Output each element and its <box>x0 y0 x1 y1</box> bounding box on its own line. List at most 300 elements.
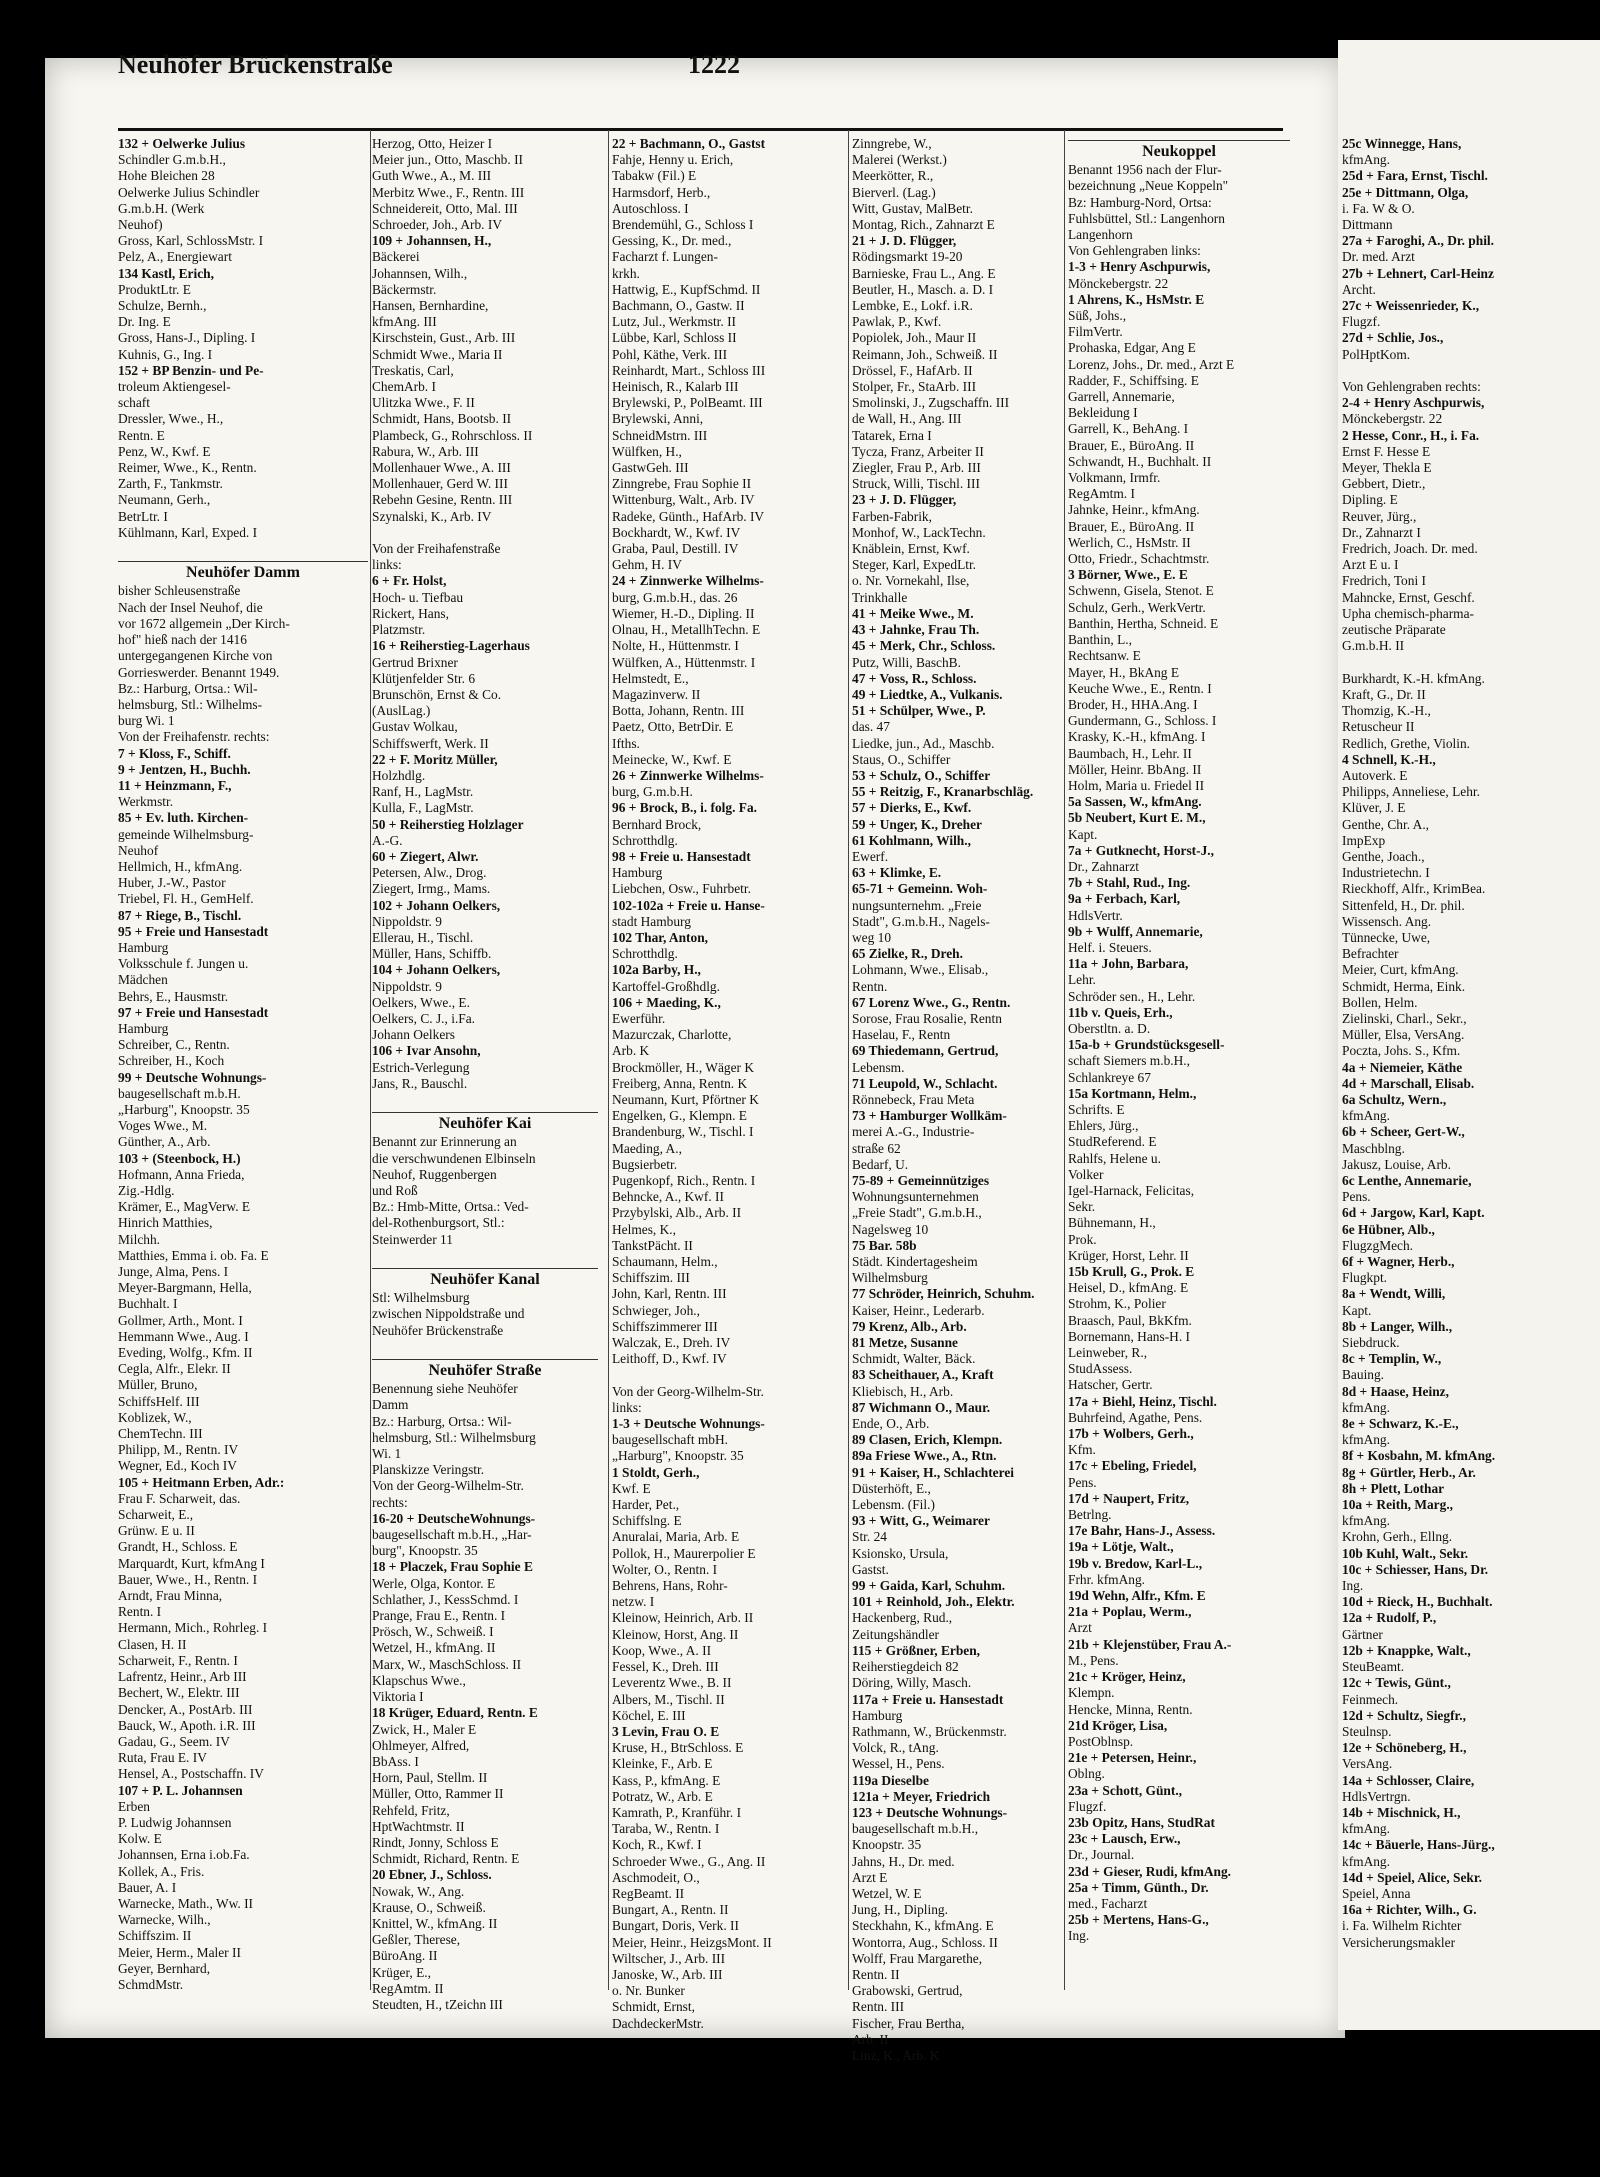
directory-entry-line: Schiffszimmerer III <box>612 1318 718 1334</box>
directory-entry-line: Flugkpt. <box>1342 1270 1388 1286</box>
directory-entry-line: Gross, Karl, SchlossMstr. I <box>118 233 264 249</box>
directory-entry-line: 1-3 + Henry Aschpurwis, <box>1068 259 1211 275</box>
directory-entry-line: Helmes, K., <box>612 1221 676 1237</box>
directory-entry-line: 79 Krenz, Alb., Arb. <box>852 1318 967 1334</box>
directory-entry-line: Krüger, E., <box>372 1964 431 1980</box>
directory-entry-line: Städt. Kindertagesheim <box>852 1254 978 1270</box>
directory-entry-line: Graba, Paul, Destill. IV <box>612 541 739 557</box>
directory-entry-line: Fuhlsbüttel, Stl.: Langenhorn <box>1068 210 1225 226</box>
street-section-heading: Neukoppel <box>1068 140 1290 160</box>
directory-entry-line: Fredrich, Joach. Dr. med. <box>1342 541 1478 557</box>
directory-entry-line: 89 Clasen, Erich, Klempn. <box>852 1432 1003 1448</box>
directory-entry-line: Scharweit, F., Rentn. I <box>118 1652 238 1668</box>
directory-entry-line: Brunschön, Ernst & Co. <box>372 686 502 702</box>
directory-entry-line: Rathmann, W., Brückenmstr. <box>852 1723 1007 1739</box>
directory-entry-line: Kaiser, Heinr., Lederarb. <box>852 1302 985 1318</box>
directory-entry-line: Arzt E <box>852 1869 888 1885</box>
directory-entry-line: Tycza, Franz, Arbeiter II <box>852 443 984 459</box>
directory-entry-line: Klempn. <box>1068 1685 1115 1701</box>
directory-entry-line: baugesellschaft mbH. <box>612 1432 729 1448</box>
directory-entry-line: Lehr. <box>1068 972 1096 988</box>
directory-entry-line: Schmidt, Ernst, <box>612 1999 695 2015</box>
directory-entry-line: Sittenfeld, H., Dr. phil. <box>1342 897 1465 913</box>
directory-entry-line: 8h + Plett, Lothar <box>1342 1480 1445 1496</box>
directory-entry-line: Lübbe, Karl, Schloss II <box>612 330 737 346</box>
directory-entry-line: 21a + Poplau, Werm., <box>1068 1604 1192 1620</box>
directory-entry-line: Zwick, H., Maler E <box>372 1721 477 1737</box>
directory-entry-line: Dr. Ing. E <box>118 314 171 330</box>
directory-entry-line: links: <box>612 1399 642 1415</box>
directory-entry-line: (AuslLag.) <box>372 703 431 719</box>
directory-entry-line: Ziegler, Frau P., Arb. III <box>852 460 981 476</box>
directory-entry-line: Bauck, W., Apoth. i.R. III <box>118 1717 256 1733</box>
directory-entry-line: Süß, Johs., <box>1068 308 1127 324</box>
directory-entry-line: kfmAng. <box>1342 1399 1390 1415</box>
directory-entry-line: Schmidt, Herma, Eink. <box>1342 978 1466 994</box>
directory-entry-line: Lembke, E., Lokf. i.R. <box>852 298 973 314</box>
directory-entry-line: 17a + Biehl, Heinz, Tischl. <box>1068 1393 1217 1409</box>
directory-entry-line: TankstPächt. II <box>612 1237 693 1253</box>
directory-entry-line: Rentn. III <box>852 1999 905 2015</box>
directory-entry-line: Ruta, Frau E. IV <box>118 1750 207 1766</box>
directory-entry-line: 10d + Rieck, H., Buchhalt. <box>1342 1594 1493 1610</box>
directory-entry-line: StudAssess. <box>1068 1361 1133 1377</box>
directory-entry-line: Lutz, Jul., Werkmstr. II <box>612 314 737 330</box>
directory-entry-line: P. Ludwig Johannsen <box>118 1814 232 1830</box>
directory-entry-line: Schwenn, Gisela, Stenot. E <box>1068 583 1214 599</box>
directory-entry-line: Stadt", G.m.b.H., Nagels- <box>852 913 990 929</box>
directory-entry-line: Mazurczak, Charlotte, <box>612 1027 732 1043</box>
directory-entry-line: 47 + Voss, R., Schloss. <box>852 670 977 686</box>
directory-entry-line: Monhof, W., LackTechn. <box>852 524 986 540</box>
directory-entry-line: Matthies, Emma i. ob. Fa. E <box>118 1247 269 1263</box>
directory-entry-line: Broder, H., HHA.Ang. I <box>1068 696 1198 712</box>
directory-entry-line: zeutische Präparate <box>1342 622 1446 638</box>
directory-entry-line: Hohe Bleichen 28 <box>118 168 215 184</box>
directory-entry-line: Damm <box>372 1397 409 1413</box>
directory-entry-line: Philipps, Anneliese, Lehr. <box>1342 784 1480 800</box>
directory-entry-line: 23b Opitz, Hans, StudRat <box>1068 1814 1215 1830</box>
directory-entry-line: 10b Kuhl, Walt., Sekr. <box>1342 1545 1469 1561</box>
directory-entry-line: Pens. <box>1342 1189 1371 1205</box>
directory-entry-line: Bz.: Hmb-Mitte, Ortsa.: Ved- <box>372 1199 529 1215</box>
directory-entry-line: Brockmöller, H., Wäger K <box>612 1059 755 1075</box>
directory-entry-line: 25e + Dittmann, Olga, <box>1342 184 1469 200</box>
directory-entry-line: Banthin, L., <box>1068 632 1132 648</box>
directory-entry-line: Planskizze Veringstr. <box>372 1462 485 1478</box>
directory-entry-line: 61 Kohlmann, Wilh., <box>852 832 971 848</box>
directory-entry-line: Kapt. <box>1342 1302 1372 1318</box>
directory-entry-line: Pelz, A., Energiewart <box>118 249 232 265</box>
directory-entry-line: 71 Leupold, W., Schlacht. <box>852 1075 998 1091</box>
directory-entry-line: Knoopstr. 35 <box>852 1837 922 1853</box>
directory-entry-line: 4d + Marschall, Elisab. <box>1342 1075 1475 1091</box>
directory-entry-line: 12b + Knappke, Walt., <box>1342 1642 1471 1658</box>
directory-entry-line: burg, G.m.b.H., das. 26 <box>612 589 738 605</box>
running-header <box>118 44 1278 86</box>
directory-entry-line: Kfm. <box>1068 1442 1096 1458</box>
directory-entry-line: „Harburg", Knoopstr. 35 <box>118 1101 250 1117</box>
directory-entry-line: Leithoff, D., Kwf. IV <box>612 1351 727 1367</box>
directory-entry-line: 27a + Faroghi, A., Dr. phil. <box>1342 233 1494 249</box>
column-divider <box>370 130 371 1990</box>
directory-entry-line: Bz: Hamburg-Nord, Ortsa: <box>1068 194 1212 210</box>
directory-entry-line: Rödingsmarkt 19-20 <box>852 249 963 265</box>
directory-entry-line: Hoch- u. Tiefbau <box>372 589 464 605</box>
directory-entry-line: Merbitz Wwe., F., Rentn. III <box>372 184 525 200</box>
directory-entry-line: Brandenburg, W., Tischl. I <box>612 1124 754 1140</box>
directory-column-6 <box>1342 136 1600 1951</box>
directory-entry-line: 10a + Reith, Marg., <box>1342 1497 1454 1513</box>
directory-entry-line: Rabura, W., Arb. III <box>372 443 479 459</box>
directory-entry-line: Schiffszim. II <box>118 1928 192 1944</box>
directory-entry-line: 12e + Schöneberg, H., <box>1342 1740 1467 1756</box>
directory-entry-line: Helf. i. Steuers. <box>1068 939 1152 955</box>
directory-entry-line: Knäblein, Ernst, Kwf. <box>852 541 970 557</box>
directory-entry-line: Dr., Zahnarzt I <box>1342 524 1421 540</box>
directory-entry-line: Wolter, O., Rentn. I <box>612 1561 718 1577</box>
directory-entry-line: Dr., Zahnarzt <box>1068 858 1140 874</box>
directory-entry-line: Schiffszim. III <box>612 1270 690 1286</box>
directory-entry-line: Wülfken, H., <box>612 443 682 459</box>
directory-entry-line: Ulitzka Wwe., F. II <box>372 395 475 411</box>
directory-entry-line: Rentn. I <box>118 1604 162 1620</box>
directory-entry-line: Neuhof, Ruggenbergen <box>372 1166 497 1182</box>
directory-entry-line: Lebensm. (Fil.) <box>852 1497 935 1513</box>
directory-entry-line: 117a + Freie u. Hansestadt <box>852 1691 1004 1707</box>
directory-entry-line: 7a + Gutknecht, Horst-J., <box>1068 842 1214 858</box>
directory-entry-line: kfmAng. III <box>372 314 437 330</box>
directory-entry-line: Jakusz, Louise, Arb. <box>1342 1156 1451 1172</box>
directory-entry-line: Harder, Pet., <box>612 1497 680 1513</box>
directory-entry-line: 23 + J. D. Flügger, <box>852 492 957 508</box>
directory-entry-line: Schneidereit, Otto, Mal. III <box>372 200 518 216</box>
directory-entry-line: Von der Georg-Wilhelm-Str. <box>372 1478 524 1494</box>
directory-entry-line: Pollok, H., Maurerpolier E <box>612 1545 756 1561</box>
directory-entry-line: Steudten, H., tZeichn III <box>372 1996 503 2012</box>
directory-entry-line: John, Karl, Rentn. III <box>612 1286 727 1302</box>
directory-entry-line: Wetzel, W. E <box>852 1885 922 1901</box>
directory-entry-line: BüroAng. II <box>372 1948 438 1964</box>
directory-entry-line: Speiel, Anna <box>1342 1885 1411 1901</box>
directory-entry-line: 4 Schnell, K.-H., <box>1342 751 1436 767</box>
directory-entry-line: Dr., Journal. <box>1068 1847 1135 1863</box>
directory-entry-line: Dr. med. Arzt <box>1342 249 1415 265</box>
directory-entry-line: Voges Wwe., M. <box>118 1118 208 1134</box>
directory-entry-line: 11b v. Queis, Erh., <box>1068 1004 1173 1020</box>
directory-entry-line: Hencke, Minna, Rentn. <box>1068 1701 1193 1717</box>
directory-entry-line: Mahncke, Ernst, Geschf. <box>1342 589 1475 605</box>
directory-entry-line: 2-4 + Henry Aschpurwis, <box>1342 395 1485 411</box>
directory-entry-line: Holm, Maria u. Friedel II <box>1068 777 1205 793</box>
directory-entry-line: Wegner, Ed., Koch IV <box>118 1458 237 1474</box>
directory-entry-line: 5a Sassen, W., kfmAng. <box>1068 794 1202 810</box>
directory-entry-line: 81 Metze, Susanne <box>852 1335 959 1351</box>
directory-entry-line: 17d + Naupert, Fritz, <box>1068 1490 1190 1506</box>
directory-entry-line: Archt. <box>1342 281 1376 297</box>
directory-entry-line: Philipp, M., Rentn. IV <box>118 1442 239 1458</box>
directory-entry-line: Schiffslng. E <box>612 1513 682 1529</box>
directory-entry-line: G.m.b.H. (Werk <box>118 200 205 216</box>
directory-entry-line: zwischen Nippoldstraße und <box>372 1306 525 1322</box>
directory-entry-line: Werle, Olga, Kontor. E <box>372 1575 496 1591</box>
directory-entry-line: 7b + Stahl, Rud., Ing. <box>1068 875 1191 891</box>
directory-entry-line: 101 + Reinhold, Joh., Elektr. <box>852 1594 1015 1610</box>
directory-entry-line: 8g + Gürtler, Herb., Ar. <box>1342 1464 1476 1480</box>
directory-entry-line: Wilhelmsburg <box>852 1270 928 1286</box>
directory-entry-line: Ziegert, Irmg., Mams. <box>372 881 491 897</box>
directory-entry-line: links: <box>372 557 402 573</box>
directory-entry-line: HptWachtmstr. II <box>372 1818 465 1834</box>
directory-entry-line: RegBeamt. II <box>612 1885 685 1901</box>
directory-entry-line: Pugenkopf, Rich., Rentn. I <box>612 1173 756 1188</box>
directory-entry-line: Hansen, Bernhardine, <box>372 298 489 314</box>
directory-entry-line: BetrLtr. I <box>118 508 168 524</box>
directory-entry-line: Estrich-Verlegung <box>372 1059 470 1075</box>
directory-entry-line: Ende, O., Arb. <box>852 1416 930 1432</box>
directory-entry-line: „Harburg", Knoopstr. 35 <box>612 1448 744 1464</box>
directory-entry-line: 104 + Johann Oelkers, <box>372 962 501 978</box>
directory-entry-line: Mayer, H., BkAng E <box>1068 664 1180 680</box>
directory-entry-line: 1 Ahrens, K., HsMstr. E <box>1068 291 1205 307</box>
directory-entry-line: Schmidt, Walter, Bäck. <box>852 1351 976 1367</box>
directory-entry-line: Reimer, Wwe., K., Rentn. <box>118 460 257 476</box>
directory-entry-line: 96 + Brock, B., i. folg. Fa. <box>612 800 758 816</box>
directory-entry-line: Lebensm. <box>852 1059 905 1075</box>
directory-entry-line: Brylewski, Anni, <box>612 411 704 427</box>
directory-entry-line: Tünnecke, Uwe, <box>1342 929 1431 945</box>
directory-entry-line: helmsburg, Stl.: Wilhelms- <box>118 696 263 712</box>
directory-entry-line: 26 + Zinnwerke Wilhelms- <box>612 767 764 783</box>
directory-entry-line: Bühnemann, H., <box>1068 1215 1156 1231</box>
directory-entry-line: Nowak, W., Ang. <box>372 1883 465 1899</box>
directory-entry-line: Haselau, F., Rentn <box>852 1027 951 1043</box>
directory-entry-line: Koop, Wwe., A. II <box>612 1642 712 1658</box>
directory-entry-line: Fessel, K., Dreh. III <box>612 1659 719 1675</box>
directory-entry-line: Engelken, G., Klempn. E <box>612 1108 747 1124</box>
directory-entry-line: SchneidMstrn. III <box>612 427 708 443</box>
directory-entry-line: Benennung siehe Neuhöfer <box>372 1381 518 1397</box>
directory-entry-line: Schroeder Wwe., G., Ang. II <box>612 1853 766 1869</box>
directory-entry-line: 4a + Niemeier, Käthe <box>1342 1059 1463 1075</box>
directory-entry-line: Schiffswerft, Werk. II <box>372 735 489 751</box>
directory-entry-line: 51 + Schülper, Wwe., P. <box>852 703 986 719</box>
directory-entry-line: Wessel, H., Pens. <box>852 1756 945 1772</box>
directory-entry-line: 6d + Jargow, Karl, Kapt. <box>1342 1205 1485 1221</box>
directory-column-3 <box>612 136 832 2032</box>
directory-entry-line: Baumbach, H., Lehr. II <box>1068 745 1192 761</box>
directory-entry-line: 19b v. Bredow, Karl-L., <box>1068 1555 1203 1571</box>
directory-entry-line: Rentn. <box>852 978 888 994</box>
directory-entry-line: Kirschstein, Gust., Arb. III <box>372 330 516 346</box>
directory-entry-line: Milchh. <box>118 1231 161 1247</box>
directory-entry-line: 87 + Riege, B., Tischl. <box>118 907 242 923</box>
directory-entry-line: Gustav Wolkau, <box>372 719 458 735</box>
directory-entry-line: Langenhorn <box>1068 227 1133 243</box>
street-section-heading: Neuhöfer Kai <box>372 1112 598 1132</box>
directory-entry-line: 57 + Dierks, E., Kwf. <box>852 800 972 816</box>
directory-entry-line: Huber, J.-W., Pastor <box>118 875 226 891</box>
directory-entry-line: Mollenhauer, Gerd W. III <box>372 476 508 492</box>
directory-entry-line: Neumann, Gerh., <box>118 492 211 508</box>
directory-entry-line: Paetz, Otto, BetrDir. E <box>612 719 734 735</box>
directory-entry-line: 123 + Deutsche Wohnungs- <box>852 1804 1008 1820</box>
directory-entry-line: Kleinow, Heinrich, Arb. II <box>612 1610 754 1626</box>
directory-entry-line: ChemTechn. III <box>118 1426 203 1442</box>
directory-entry-line: Volkmann, Irmfr. <box>1068 470 1161 486</box>
directory-entry-line: Fahje, Henny u. Erich, <box>612 152 734 168</box>
directory-entry-line: Dittmann <box>1342 217 1393 233</box>
street-heading: Neuhöfer Brückenstraße <box>118 50 393 79</box>
directory-entry-line: Mönckebergstr. 22 <box>1342 411 1443 427</box>
directory-entry-line: Aschmodeit, O., <box>612 1869 700 1885</box>
directory-entry-line: BbAss. I <box>372 1753 419 1769</box>
directory-entry-line: 27d + Schlie, Jos., <box>1342 330 1444 346</box>
directory-entry-line: 12d + Schultz, Siegfr., <box>1342 1707 1466 1723</box>
directory-entry-line: Behncke, A., Kwf. II <box>612 1189 724 1205</box>
directory-entry-line: burg, G.m.b.H. <box>612 784 693 800</box>
directory-entry-line: Meier, Heinr., HeizgsMont. II <box>612 1934 772 1950</box>
directory-entry-line: Johann Oelkers <box>372 1027 455 1043</box>
directory-entry-line: Cegla, Alfr., Elekr. II <box>118 1361 231 1377</box>
directory-entry-line: Gessing, K., Dr. med., <box>612 233 732 249</box>
directory-entry-line: 25b + Mertens, Hans-G., <box>1068 1912 1209 1928</box>
directory-entry-line: FlugzgMech. <box>1342 1237 1414 1253</box>
directory-entry-line: Schlather, J., KessSchmd. I <box>372 1591 519 1607</box>
directory-entry-line: Gebbert, Dietr., <box>1342 476 1426 492</box>
directory-entry-line: Walczak, E., Dreh. IV <box>612 1335 731 1351</box>
directory-entry-line: RegAmtm. I <box>1068 486 1135 502</box>
directory-entry-line: Meier, Curt, kfmAng. <box>1342 962 1459 978</box>
directory-entry-line: Pens. <box>1068 1474 1097 1490</box>
directory-entry-line: 7 + Kloss, F., Schiff. <box>118 745 231 761</box>
directory-entry-line: 1-3 + Deutsche Wohnungs- <box>612 1416 765 1432</box>
directory-entry-line: Gastst. <box>852 1561 889 1577</box>
directory-entry-line: Kraft, G., Dr. II <box>1342 686 1426 702</box>
directory-entry-line: Döring, Willy, Masch. <box>852 1675 972 1691</box>
directory-entry-line: Geyer, Bernhard, <box>118 1960 211 1976</box>
directory-entry-line: Brendemühl, G., Schloss I <box>612 217 754 233</box>
directory-entry-line: 6f + Wagner, Herb., <box>1342 1254 1455 1270</box>
directory-entry-line: Arzt <box>1068 1620 1092 1636</box>
directory-entry-line: 98 + Freie u. Hansestadt <box>612 848 751 864</box>
directory-entry-line: Liebchen, Osw., Fuhrbetr. <box>612 881 751 897</box>
directory-entry-line: Betrlng. <box>1068 1507 1112 1523</box>
directory-entry-line: Retuscheur II <box>1342 719 1415 735</box>
directory-entry-line: Ing. <box>1068 1928 1090 1944</box>
directory-entry-line: Lorenz, Johs., Dr. med., Arzt E <box>1068 356 1235 372</box>
directory-entry-line: Meyer-Bargmann, Hella, <box>118 1280 252 1296</box>
directory-entry-line: Sekr. <box>1068 1199 1096 1215</box>
directory-entry-line: Schwieger, Joh., <box>612 1302 700 1318</box>
directory-entry-line: Johannsen, Erna i.ob.Fa. <box>118 1847 250 1863</box>
directory-entry-line: Schulz, Gerh., WerkVertr. <box>1068 599 1206 615</box>
directory-entry-line: stadt Hamburg <box>612 913 691 929</box>
directory-entry-line: Ellerau, H., Tischl. <box>372 929 474 945</box>
directory-entry-line: Schmidt, Hans, Bootsb. II <box>372 411 512 427</box>
directory-entry-line: Nagelsweg 10 <box>852 1221 929 1237</box>
directory-entry-line: Nippoldstr. 9 <box>372 913 442 929</box>
directory-entry-line: Schreiber, C., Rentn. <box>118 1037 230 1053</box>
directory-entry-line: Marquardt, Kurt, kfmAng I <box>118 1555 265 1571</box>
directory-entry-line: 103 + (Steenbock, H.) <box>118 1150 241 1166</box>
directory-entry-line: Fischer, Frau Bertha, <box>852 2015 965 2031</box>
directory-entry-line: Arb. K <box>612 1043 650 1059</box>
directory-entry-line: Siebdruck. <box>1342 1335 1400 1351</box>
directory-entry-line: Liedke, jun., Ad., Maschb. <box>852 735 995 751</box>
directory-entry-line: 152 + BP Benzin- und Pe- <box>118 362 264 378</box>
directory-entry-line: Ksionsko, Ursula, <box>852 1545 949 1561</box>
directory-entry-line: Platzmstr. <box>372 622 426 638</box>
directory-entry-line: Buhrfeind, Agathe, Pens. <box>1068 1409 1203 1425</box>
directory-entry-line: rechts: <box>372 1494 408 1510</box>
directory-entry-line: Prange, Frau E., Rentn. I <box>372 1608 506 1624</box>
directory-entry-line: Plambeck, G., Rohrschloss. II <box>372 427 533 443</box>
directory-column-4 <box>852 136 1070 2064</box>
directory-entry-line: Igel-Harnack, Felicitas, <box>1068 1183 1195 1198</box>
directory-entry-line: Günther, A., Arb. <box>118 1134 211 1150</box>
directory-entry-line: 18 Krüger, Eduard, Rentn. E <box>372 1705 538 1721</box>
directory-entry-line: Maeding, A., <box>612 1140 682 1156</box>
directory-entry-line: Grandt, H., Schloss. E <box>118 1539 238 1555</box>
directory-entry-line: Jahns, H., Dr. med. <box>852 1853 955 1869</box>
directory-entry-line: Kulla, F., LagMstr. <box>372 800 474 816</box>
directory-entry-line: Wülfken, A., Hüttenmstr. I <box>612 654 756 670</box>
directory-entry-line: netzw. I <box>612 1594 655 1610</box>
directory-entry-line: das. 47 <box>852 719 890 735</box>
directory-entry-line: Gehm, H. IV <box>612 557 682 573</box>
directory-entry-line: ImpExp <box>1342 832 1386 848</box>
directory-entry-line: Popiolek, Joh., Maur II <box>852 330 977 346</box>
directory-entry-line: Ehlers, Jürg., <box>1068 1118 1139 1134</box>
directory-entry-line: Klüver, J. E <box>1342 800 1406 816</box>
directory-column-1 <box>118 136 368 1993</box>
directory-entry-line: Schulze, Bernh., <box>118 298 207 314</box>
directory-entry-line: Neumann, Kurt, Pförtner K <box>612 1091 759 1107</box>
directory-entry-line: baugesellschaft m.b.H., „Har- <box>372 1527 532 1543</box>
directory-entry-line: Bauing. <box>1342 1367 1385 1383</box>
directory-entry-line: G.m.b.H. II <box>1342 638 1405 654</box>
directory-entry-line: Von der Freihafenstr. rechts: <box>118 729 270 745</box>
directory-entry-line: Rechtsanw. E <box>1068 648 1141 664</box>
directory-entry-line: Janoske, W., Arb. III <box>612 1966 723 1982</box>
directory-entry-line: 102 + Johann Oelkers, <box>372 897 501 913</box>
directory-entry-line: DachdeckerMstr. <box>612 2015 704 2031</box>
directory-entry-line: Wittenburg, Walt., Arb. IV <box>612 492 755 508</box>
directory-entry-line: Szynalski, K., Arb. IV <box>372 508 492 524</box>
directory-entry-line: Kapt. <box>1068 826 1098 842</box>
directory-entry-line: Rickert, Hans, <box>372 605 449 621</box>
directory-entry-line: Gundermann, G., Schloss. I <box>1068 713 1217 729</box>
directory-entry-line: Gärtner <box>1342 1626 1383 1642</box>
directory-entry-line: Reinhardt, Mart., Schloss III <box>612 362 766 378</box>
directory-entry-line: 97 + Freie und Hansestadt <box>118 1004 269 1020</box>
directory-entry-line: Radder, F., Schiffsing. E <box>1068 372 1199 388</box>
directory-entry-line: 19a + Lötje, Walt., <box>1068 1539 1174 1555</box>
directory-entry-line: Von Gehlengraben rechts: <box>1342 379 1481 395</box>
directory-entry-line: Dipling. E <box>1342 492 1398 508</box>
directory-entry-line: Dencker, A., PostArb. III <box>118 1701 253 1717</box>
directory-entry-line: Kleinow, Horst, Ang. II <box>612 1626 739 1642</box>
directory-entry-line: Taraba, W., Rentn. I <box>612 1821 720 1837</box>
directory-entry-line: 21b + Klejenstüber, Frau A.- <box>1068 1636 1232 1652</box>
directory-entry-line: hof" hieß nach der 1416 <box>118 632 247 648</box>
directory-entry-line: Kollek, A., Fris. <box>118 1863 205 1879</box>
directory-entry-line: 69 Thiedemann, Gertrud, <box>852 1043 999 1059</box>
directory-entry-line: Reuver, Jürg., <box>1342 508 1417 524</box>
directory-entry-line: schaft <box>118 395 150 411</box>
directory-entry-line: 17c + Ebeling, Friedel, <box>1068 1458 1197 1474</box>
